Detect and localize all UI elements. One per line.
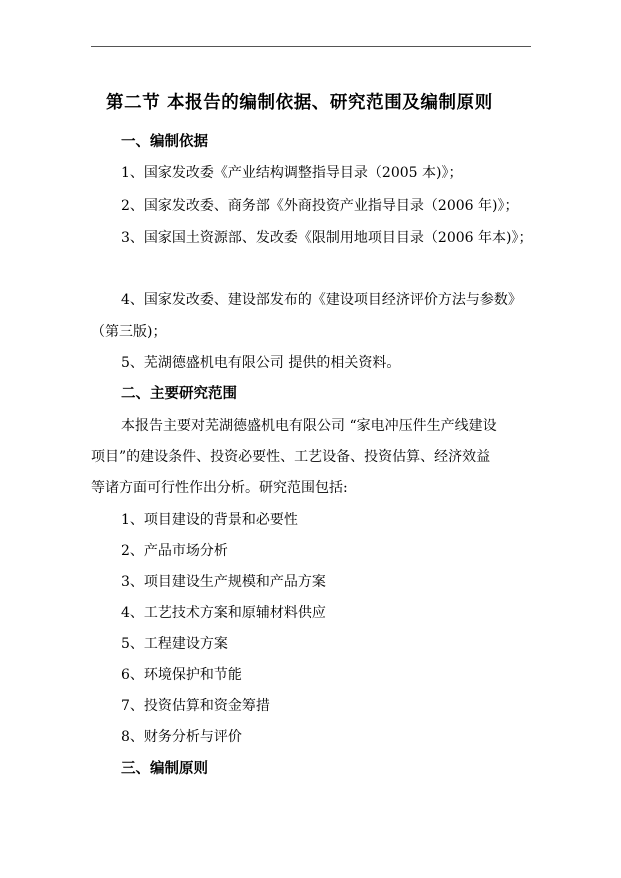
principles-heading: 三、编制原则: [121, 760, 208, 777]
scope-item-8: 8、财务分析与评价: [121, 729, 242, 745]
scope-item-4: 4、工艺技术方案和原辅材料供应: [121, 605, 326, 621]
basis-item-2: 2、国家发改委、商务部《外商投资产业指导目录（2006 年)》；: [121, 198, 519, 214]
basis-item-5: 5、芜湖德盛机电有限公司 提供的相关资料。: [121, 355, 401, 371]
scope-item-2: 2、产品市场分析: [121, 543, 228, 559]
scope-heading: 二、主要研究范围: [121, 385, 237, 402]
basis-item-1: 1、国家发改委《产业结构调整指导目录（2005 本)》；: [121, 165, 463, 181]
scope-item-5: 5、工程建设方案: [121, 636, 228, 652]
header-rule: [91, 46, 531, 47]
scope-paragraph-line-1: 本报告主要对芜湖德盛机电有限公司 “家电冲压件生产线建设: [121, 418, 497, 434]
basis-item-4: 4、国家发改委、建设部发布的《建设项目经济评价方法与参数》: [121, 292, 522, 308]
scope-item-6: 6、环境保护和节能: [121, 667, 242, 683]
scope-paragraph-line-3: 等诸方面可行性作出分析。研究范围包括:: [91, 480, 348, 496]
section-title: 第二节 本报告的编制依据、研究范围及编制原则: [106, 93, 493, 113]
basis-item-3: 3、国家国土资源部、发改委《限制用地项目目录（2006 年本)》；: [121, 230, 533, 246]
scope-paragraph-line-2: 项目”的建设条件、投资必要性、工艺设备、投资估算、经济效益: [91, 449, 491, 465]
basis-item-4-continued: （第三版)；: [91, 324, 167, 340]
scope-item-1: 1、项目建设的背景和必要性: [121, 512, 298, 528]
scope-item-7: 7、投资估算和资金筹措: [121, 698, 270, 714]
scope-item-3: 3、项目建设生产规模和产品方案: [121, 574, 326, 590]
basis-heading: 一、编制依据: [121, 133, 208, 150]
